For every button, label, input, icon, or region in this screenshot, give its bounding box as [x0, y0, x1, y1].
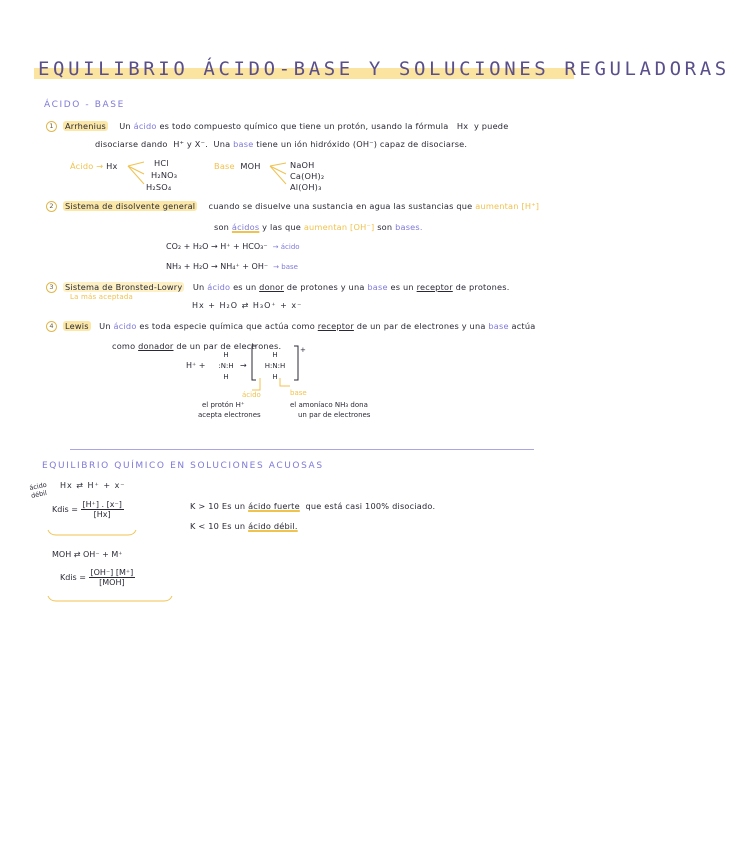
term-base: base: [233, 139, 254, 149]
text: como: [112, 341, 136, 351]
lewis-proton: H⁺ +: [186, 361, 206, 370]
term-acido-debil: ácido débil.: [248, 521, 298, 531]
text: es un: [390, 282, 414, 292]
lewis-acid-desc-2: acepta electrones: [198, 411, 261, 419]
acid-example-1: HCl: [154, 158, 169, 168]
base-branch-arrows: [270, 160, 290, 190]
kdis-hx-underline: [48, 530, 138, 538]
page-title: EQUILIBRIO ÁCIDO-BASE Y SOLUCIONES REGULADORAS: [38, 58, 730, 80]
lewis-acid-tag: ácido: [242, 391, 261, 399]
disolvente-line1: [46, 201, 539, 212]
acid-example-3: H₂SO₄: [146, 182, 172, 192]
term-acido-fuerte: ácido fuerte: [248, 501, 300, 511]
term-base: base: [488, 321, 509, 331]
text: y las que: [262, 222, 302, 232]
rule-strong-acid: [190, 501, 435, 511]
number-badge: 1: [46, 121, 57, 132]
kdis-label: Kdis =: [60, 573, 86, 582]
formula: NH₃ + H₂O → NH₄⁺ + OH⁻: [166, 262, 269, 271]
rule-weak-acid: [190, 521, 298, 531]
term-aumentan-h: aumentan [H⁺]: [475, 201, 540, 211]
bronsted-title: Sistema de Bronsted-Lowry: [65, 282, 183, 292]
text: son: [214, 222, 230, 232]
acid-branch-arrows: [128, 160, 148, 190]
number-badge: 3: [46, 282, 57, 293]
section-acido-base: ÁCIDO - BASE: [44, 100, 125, 110]
text: actúa: [511, 321, 536, 331]
lewis-nh3-structure: H :N:H H: [218, 351, 234, 381]
tag-base: → base: [273, 263, 298, 271]
term-aumentan-oh: aumentan [OH⁻]: [303, 222, 375, 232]
number-badge: 4: [46, 321, 57, 332]
text: que está casi 100% disociado.: [305, 501, 436, 511]
term-receptor: receptor: [416, 282, 453, 292]
lewis-base-desc-2: un par de electrones: [298, 411, 371, 419]
dissociation-hx: Hx ⇄ H⁺ + x⁻: [60, 481, 126, 490]
acid-label: Ácido: [70, 161, 94, 171]
text: y puede: [473, 121, 509, 131]
lewis-charge: +: [300, 346, 306, 354]
disolvente-line2: [214, 222, 423, 232]
kdis-numerator: [OH⁻] [M⁺]: [90, 568, 134, 577]
lewis-base-desc-1: el amoníaco NH₃ dona: [290, 401, 368, 409]
lewis-base-tag: base: [290, 389, 307, 397]
text: son: [377, 222, 393, 232]
text: K < 10 Es un: [190, 521, 246, 531]
arrhenius-line2: [95, 139, 467, 149]
divider: [70, 449, 534, 450]
term-donor: donor: [259, 282, 284, 292]
arrhenius-line1: [46, 121, 508, 132]
formula: H⁺ y X⁻.: [173, 139, 208, 149]
lewis-line1: [46, 321, 535, 332]
arrhenius-title: Arrhenius: [65, 121, 106, 131]
dissociation-moh: MOH ⇄ OH⁻ + M⁺: [52, 550, 123, 559]
term-base: base: [367, 282, 388, 292]
formula: MOH: [240, 161, 261, 171]
text: es todo compuesto químico que tiene un protón, usando la fórmula: [159, 121, 449, 131]
text: es un: [233, 282, 257, 292]
lewis-arrow: →: [240, 361, 247, 370]
term-acido: ácido: [133, 121, 157, 131]
equation-nh3: [166, 262, 298, 271]
term-receptor: receptor: [317, 321, 354, 331]
base-example-2: Ca(OH)₂: [290, 171, 325, 181]
kdis-moh: [60, 568, 135, 587]
term-donador: donador: [138, 341, 174, 351]
number-badge: 2: [46, 201, 57, 212]
text: de protones y una: [286, 282, 365, 292]
term-bases: bases.: [395, 222, 423, 232]
kdis-label: Kdis =: [52, 505, 78, 514]
text: Un: [192, 282, 205, 292]
kdis-fraction: [81, 500, 124, 519]
text: K > 10 Es un: [190, 501, 246, 511]
lewis-acid-desc-1: el protón H⁺: [202, 401, 245, 409]
base-label: Base: [214, 161, 235, 171]
text: de un par de electrones y una: [356, 321, 486, 331]
text: disociarse dando: [95, 139, 168, 149]
base-example-3: Al(OH)₃: [290, 182, 322, 192]
acid-example-2: H₂NO₃: [151, 170, 178, 180]
tag-acido: → ácido: [272, 243, 300, 251]
text: Un: [99, 321, 111, 331]
lewis-nh4-structure: H H:N:H H: [264, 351, 286, 381]
kdis-moh-underline: [48, 596, 174, 604]
formula: Hx: [106, 161, 118, 171]
bronsted-line1: [46, 282, 510, 293]
bronsted-subtitle: La más aceptada: [70, 293, 134, 301]
equation-co2: [166, 242, 300, 251]
text: es toda especie química que actúa como: [139, 321, 315, 331]
base-example-1: NaOH: [290, 160, 315, 170]
term-acido: ácido: [207, 282, 231, 292]
text: de un par de electrones.: [176, 341, 282, 351]
kdis-denominator: [MOH]: [99, 578, 125, 587]
text: Un: [119, 121, 131, 131]
kdis-denominator: [Hx]: [93, 510, 111, 519]
formula: CO₂ + H₂O → H⁺ + HCO₃⁻: [166, 242, 268, 251]
section-equilibrio: EQUILIBRIO QUÍMICO EN SOLUCIONES ACUOSAS: [42, 461, 324, 471]
kdis-hx: [52, 500, 124, 519]
base-example: [214, 161, 261, 171]
lewis-title: Lewis: [65, 321, 89, 331]
kdis-fraction: [89, 568, 136, 587]
text: de protones.: [455, 282, 510, 292]
side-note-acido-debil: ácido débil: [28, 480, 48, 500]
kdis-numerator: [H⁺] . [x⁻]: [82, 500, 122, 509]
term-acidos: ácidos: [231, 222, 260, 232]
text: Una: [213, 139, 231, 149]
term-acido: ácido: [113, 321, 137, 331]
text: tiene un ión hidróxido (OH⁻) capaz de disociarse.: [256, 139, 468, 149]
disolvente-title: Sistema de disolvente general: [65, 201, 196, 211]
formula: Hx: [456, 121, 469, 131]
text: cuando se disuelve una sustancia en agua las sustancias que: [208, 201, 473, 211]
bronsted-equation: Hx + H₂O ⇄ H₃O⁺ + x⁻: [192, 301, 303, 310]
acid-example: Ácido → Hx: [70, 161, 118, 171]
